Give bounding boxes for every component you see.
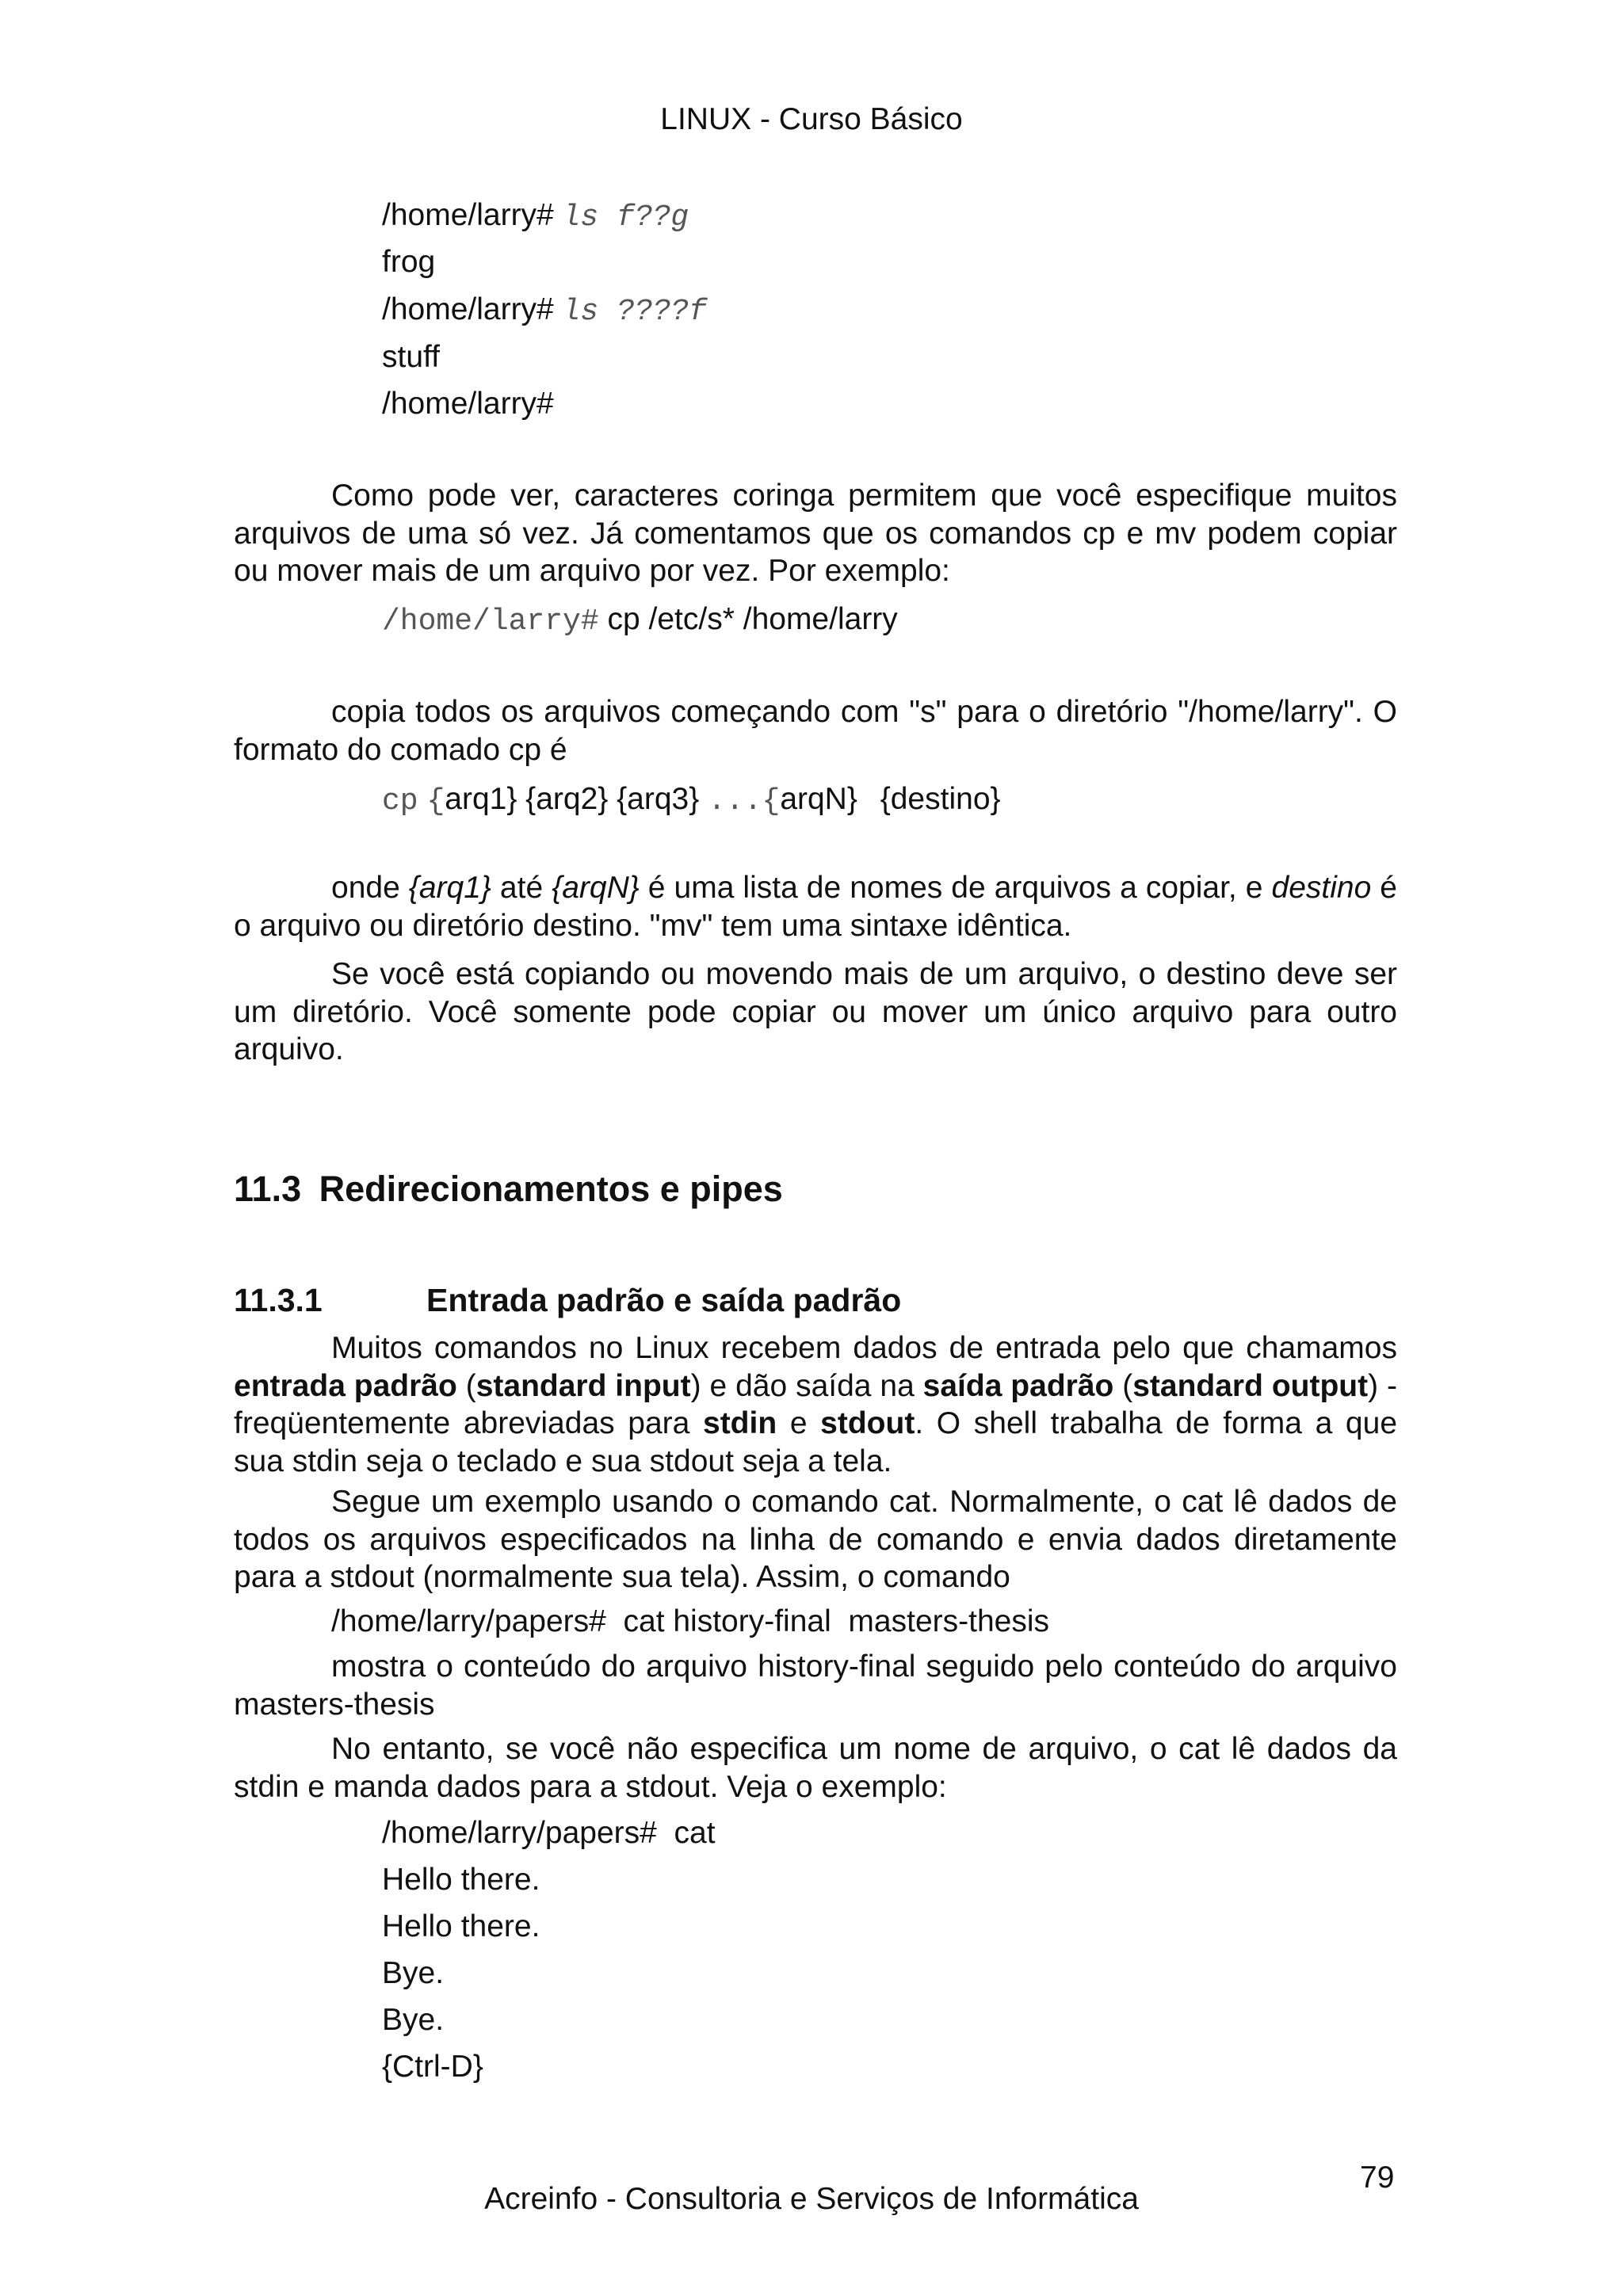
paragraph (234, 1329, 1397, 1480)
terminal-output: Hello there. (382, 1863, 540, 1897)
footer-text: Acreinfo - Consultoria e Serviços de Informática (484, 2182, 1139, 2216)
text-run: é uma lista de nomes de arquivos a copiar, e (639, 871, 1272, 905)
syntax-command: cp (382, 784, 418, 818)
text-run: onde (331, 871, 409, 905)
subsection-title: Entrada padrão e saída padrão (426, 1282, 902, 1318)
text-run: ( (456, 1368, 476, 1403)
text-run: ) - freqüentemente abreviadas para (234, 1368, 1397, 1440)
text-run: Muitos comandos no Linux recebem dados de entrada pelo que chamamos (331, 1331, 1397, 1365)
terminal-prompt: /home/larry# (382, 387, 554, 421)
paragraph: No entanto, se você não especifica um nome de arquivo, o cat lê dados da stdin e manda dados para a stdout. Veja o exemplo: (234, 1732, 1397, 1804)
page-number: 79 (1360, 2161, 1395, 2195)
terminal-output: stuff (382, 340, 440, 374)
paragraph: Como pode ver, caracteres coringa permitem que você especifique muitos arquivos de uma só vez. Já comentamos que os comandos cp e mv podem copiar ou mover mais de um arquivo por vez. Por exemplo: (234, 479, 1397, 588)
italic-term: destino (1271, 871, 1372, 905)
terminal-output: frog (382, 245, 436, 279)
text-run: ) e dão saída na (690, 1368, 923, 1403)
bold-term: stdout (820, 1406, 915, 1440)
terminal-prompt: /home/larry/papers# cat (382, 1816, 716, 1850)
bold-term: stdin (703, 1406, 777, 1440)
syntax-last-arg: arqN} (780, 782, 857, 816)
text-run: ( (1113, 1368, 1133, 1403)
paragraph: Se você está copiando ou movendo mais de um arquivo, o destino deve ser um diretório. Você somente pode copiar ou mover um único arquivo para outro arquivo. (234, 957, 1397, 1066)
syntax-args: arq1} {arq2} {arq3} (445, 782, 700, 816)
running-header: LINUX - Curso Básico (660, 102, 963, 136)
command-example: /home/larry/papers# cat history-final masters-thesis (331, 1604, 1049, 1638)
terminal-output: Bye. (382, 2003, 445, 2037)
terminal-line (382, 196, 689, 237)
command: ls f??g (562, 200, 689, 235)
section-title: Redirecionamentos e pipes (319, 1169, 783, 1209)
shell-prompt: /home/larry# (382, 605, 599, 639)
terminal-line (382, 291, 707, 331)
paragraph: copia todos os arquivos começando com "s" para o diretório "/home/larry". O formato do comado cp é (234, 695, 1397, 767)
bold-term: entrada padrão (234, 1368, 457, 1403)
subsection-heading (234, 1282, 901, 1319)
section-number: 11.3 (234, 1169, 302, 1209)
paragraph: mostra o conteúdo do arquivo history-final seguido pelo conteúdo do arquivo masters-thesis (234, 1650, 1397, 1722)
text-run: até (491, 871, 552, 905)
command: cp /etc/s* /home/larry (607, 602, 898, 636)
paragraph: Segue um exemplo usando o comando cat. Normalmente, o cat lê dados de todos os arquivos especificados na linha de comando e envia dados diretamente para a stdout (normalmente sua tela). Assim, o comando (234, 1485, 1397, 1594)
terminal-keystroke: {Ctrl-D} (382, 2050, 483, 2084)
shell-prompt: /home/larry# (382, 292, 554, 326)
italic-term: {arqN} (552, 871, 640, 905)
italic-term: {arq1} (408, 871, 491, 905)
text-run: é o arquivo ou diretório destino. "mv" tem uma sintaxe idêntica. (234, 871, 1397, 943)
subsection-number: 11.3.1 (234, 1282, 323, 1318)
syntax-ellipsis: ...{ (708, 784, 781, 818)
terminal-output: Bye. (382, 1956, 445, 1990)
text-run: e (777, 1406, 821, 1440)
bold-term: saída padrão (922, 1368, 1114, 1403)
command: ls ????f (562, 295, 708, 329)
terminal-output: Hello there. (382, 1909, 540, 1943)
syntax-destination: {destino} (880, 782, 1001, 816)
syntax-brace: { (426, 784, 445, 818)
command-syntax (382, 780, 1001, 821)
bold-term: standard input (475, 1368, 691, 1403)
text-run: . O shell trabalha de forma a que sua stdin seja o teclado e sua stdout seja a tela. (234, 1406, 1398, 1478)
section-heading (234, 1169, 783, 1210)
paragraph (234, 869, 1397, 944)
bold-term: standard output (1132, 1368, 1369, 1403)
shell-prompt: /home/larry# (382, 198, 554, 232)
command-example (382, 601, 898, 641)
